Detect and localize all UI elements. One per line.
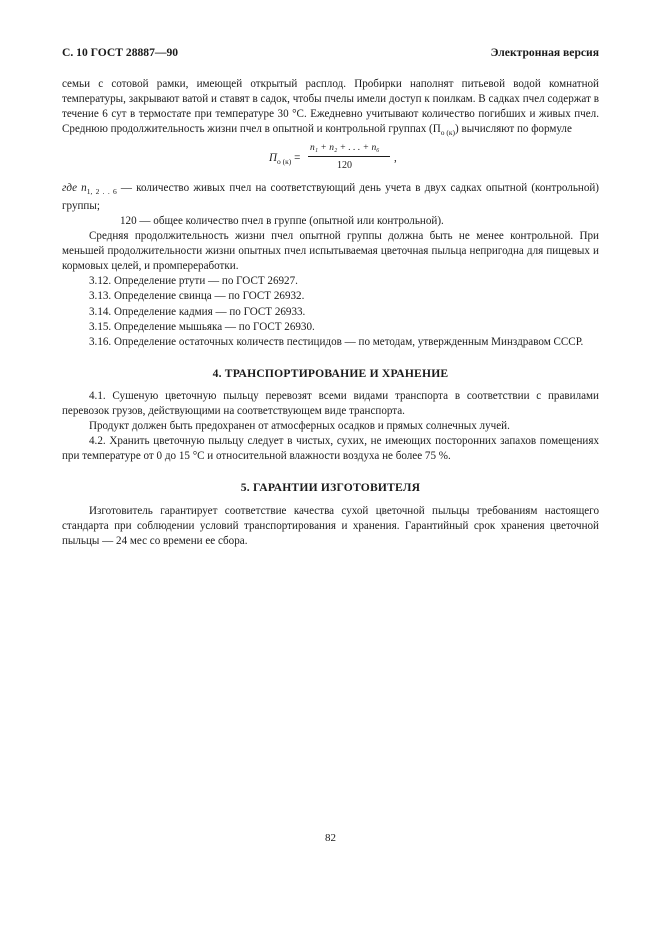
formula-comma: , [394, 151, 397, 164]
where-definition-n: где $n_{1, 2 . . 6}$ — количество живых пчел на соответствующий день учета в двух садках опытной (контрольной) группы; [62, 181, 600, 212]
intro-tail: ) вычисляют по формуле [454, 123, 572, 136]
header-standard-ref: С. 10 ГОСТ 28887—90 [62, 46, 179, 59]
clause-4-2: 4.2. Хранить цветочную пыльцу следует в чистых, сухих, не имеющих посторонних запахов помещениях при температуре от 0 до 15 °С и относительной влажности воздуха не более 75 %. [62, 435, 599, 463]
document-body [62, 77, 599, 549]
clause-3-12: 3.12. Определение ртути — по ГОСТ 26927. [89, 275, 298, 288]
paragraph-protection: Продукт должен быть предохранен от атмосферных осадков и прямых солнечных лучей. [89, 420, 510, 433]
clause-3-13: 3.13. Определение свинца — по ГОСТ 26932. [89, 290, 305, 303]
running-header [62, 46, 599, 62]
paragraph-warranty: Изготовитель гарантирует соответствие качества сухой цветочной пыльцы требованиям настоящего стандарта при соблюдении условий транспортирования и хранения. Гарантийный срок хранения цветочной пыльцы — 24 мес со времени ее сбора. [62, 504, 599, 547]
clause-3-14: 3.14. Определение кадмия — по ГОСТ 26933. [89, 305, 306, 318]
clause-4-1: 4.1. Сушеную цветочную пыльцу перевозят всеми видами транспорта в соответствии с правилами перевозок грузов, действующими на соответствующем виде транспорта. [62, 389, 599, 418]
clause-3-15: 3.15. Определение мышьяка — по ГОСТ 26930. [89, 320, 315, 333]
where-definition-total: 120 — общее количество пчел в группе (опытной или контрольной). [120, 215, 444, 227]
formula-lhs: $П_{о (к)}$ = [269, 151, 301, 166]
lifespan-formula [62, 141, 599, 181]
formula-numerator: n₁ + n₂ + . . . + n₆ [310, 142, 380, 153]
header-edition-label: Электронная версия [490, 46, 599, 59]
intro-subscript: о (к) [440, 128, 455, 138]
clause-3-16: 3.16. Определение остаточных количеств пестицидов — по методам, утвержденным Минздравом СССР. [89, 335, 584, 348]
page-number: 82 [325, 832, 336, 844]
formula-denominator: 120 [337, 159, 352, 171]
intro-paragraph: семьи с сотовой рамки, имеющей открытый расплод. Пробирки наполнят питьевой водой комнатной температуры, закрывают ватой и ставят в садок, чтобы пчелы имели доступ к поилкам. В садках пчел содержат в течение 6 сут в термостате при температуре 30 °С. Ежедневно учитывают количество погибших и живых пчел. Среднюю продолжительность жизни пчел в опытной и контрольной группах $(П_{о (к)})$ вычисляют по формуле [62, 78, 599, 138]
fraction-bar [308, 156, 390, 157]
section-5-title: 5. ГАРАНТИИ ИЗГОТОВИТЕЛЯ [240, 481, 421, 495]
document-page [62, 0, 599, 936]
paragraph-mean-lifespan: Средняя продолжительность жизни пчел опытной группы должна быть не менее контрольной. При меньшей продолжительности жизни опытных пчел испытываемая цветочная пыльца непригодна для пищевых и кормовых целей, и промпереработки. [62, 230, 599, 273]
section-4-title: 4. ТРАНСПОРТИРОВАНИЕ И ХРАНЕНИЕ [212, 366, 449, 380]
